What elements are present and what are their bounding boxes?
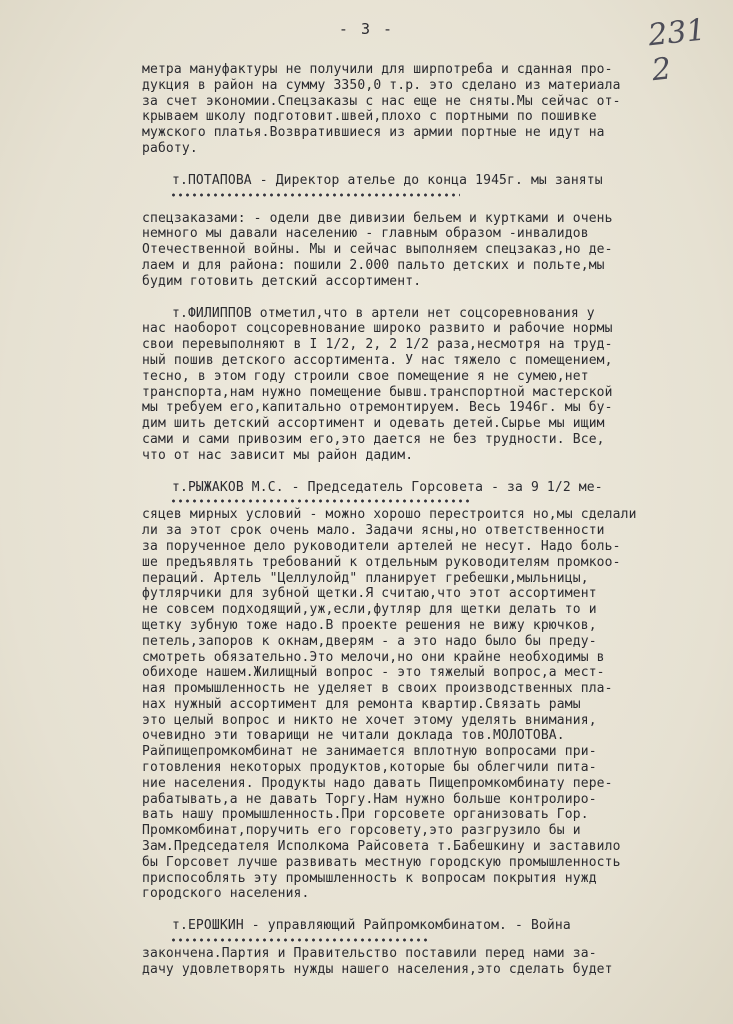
speaker-heading: т.РЫЖАКОВ М.С. - Председатель Горсовета - за 9 1/2 ме- (172, 479, 603, 495)
text-line: метра мануфактуры не получили для ширпотреба и сданная про- (142, 62, 613, 77)
text-line: ная промышленность не уделяет в своих производственных пла- (142, 681, 613, 697)
text-line: очевидно эти товарищи не читали доклада тов.МОЛОТОВА. (142, 728, 565, 744)
text-line: это целый вопрос и никто не хочет этому уделять внимания, (142, 712, 597, 728)
text-line: рабатывать,а не давать Торгу.Нам нужно больше контролиро- (142, 791, 597, 807)
text-line: вать нашу промышленность.При горсовете организовать Гор. (142, 807, 589, 823)
text-line: что от нас зависит мы район дадим. (142, 447, 414, 463)
text-line: Отечественной войны. Мы и сейчас выполняем спецзаказ,но де- (142, 242, 613, 258)
speaker-heading: т.ПОТАПОВА - Директор ателье до конца 1945г. мы заняты (172, 172, 603, 188)
paragraph-potapova (142, 173, 712, 290)
text-line: ный пошив детского ассортимента. У нас тяжело с помещением, (142, 352, 613, 368)
text-line: обиходе нашем.Жилищный вопрос - это тяжелый вопрос,а мест- (142, 665, 605, 681)
text-line: мы требуем его,капитально отремонтируем. Весь 1946г. мы бу- (142, 400, 613, 416)
text-line: петель,запоров к окнам,дверям - а это надо было бы преду- (142, 633, 597, 649)
text-line: ше предъявлять требований к отдельным руководителям промкоо- (142, 554, 621, 570)
text-line: лаем и для района: пошили 2.000 пальто детских и польте,мы (142, 257, 605, 273)
handwritten-archive-number: 231 2 (646, 12, 708, 89)
text-line: спецзаказами: - одели две дивизии бельем и куртками и очень (142, 210, 613, 226)
text-line: пераций. Артель "Целлулойд" планирует гребешки,мыльницы, (142, 570, 589, 586)
paragraph-eroshkin (142, 918, 712, 977)
text-line: ние населения. Продукты надо давать Пищепромкомбинату пере- (142, 775, 613, 791)
text-line: закончена.Партия и Правительство поставили перед нами за- (142, 946, 597, 962)
text-line: нас наоборот соцсоревнование широко развито и рабочие нормы (142, 321, 613, 337)
text-line: щетку зубную тоже надо.В проекте решения не вижу крючков, (142, 617, 597, 633)
text-line: футлярчики для зубной щетки.Я считаю,что этот ассортимент (142, 586, 597, 602)
speaker-heading: т.ЕРОШКИН - управляющий Райпромкомбинатом. - Война (172, 918, 571, 934)
text-line: за счет экономии.Спецзаказы с нас еще не сняты.Мы сейчас от- (142, 93, 621, 109)
text-line: немного мы давали населению - главным образом -инвалидов (142, 226, 589, 242)
page-number: - 3 - (338, 20, 395, 38)
text-line: Райпищепромкомбинат не занимается вплотную вопросами при- (142, 744, 597, 760)
text-line: Зам.Председателя Исполкома Райсовета т.Бабешкину и заставило (142, 839, 621, 855)
text-line: тесно, в этом году строили свое помещение я не сумею,нет (142, 368, 589, 384)
text-line: приспособлять эту промышленность к вопросам покрытия нужд (142, 870, 597, 886)
text-line: за порученное дело руководители артелей не несут. Надо боль- (142, 538, 621, 554)
text-line: т.ФИЛИППОВ отметил,что в артели нет соцсоревнования у (172, 305, 595, 321)
text-line: транспорта,нам нужно помещение бывш.транспортной мастерской (142, 384, 613, 400)
text-line: мужского платья.Возвратившиеся из армии портные не идут на (142, 125, 605, 141)
text-line: ли за этот срок очень мало. Задачи ясны,но ответственности (142, 523, 605, 539)
text-line: бы Горсовет лучше развивать местную городскую промышленность (142, 854, 621, 870)
text-line: крываем школу подготовит.швей,плохо с портными по пошивке (142, 109, 597, 125)
text-line: сяцев мирных условий - можно хорошо перестроится но,мы сделали (142, 507, 637, 523)
document-body (142, 62, 712, 978)
dotted-underline (170, 191, 460, 201)
text-line: не совсем подходящий,уж,если,футляр для щетки делать то и (142, 602, 597, 618)
text-line: дим шить детский ассортимент и одевать детей.Сырье мы ищим (142, 416, 605, 432)
text-line: дачу удовлетворять нужды нашего населения,это сделать будет (142, 961, 613, 977)
paragraph-intro (142, 62, 712, 157)
text-line: работу. (142, 140, 198, 156)
text-line: городского населения. (142, 886, 310, 902)
text-line: нах нужный ассортимент для ремонта квартир.Связать рамы (142, 696, 581, 712)
text-line: сами и сами привозим его,это дается не без трудности. Все, (142, 431, 605, 447)
paragraph-ryzhakov (142, 480, 712, 903)
text-line: готовления некоторых продуктов,которые бы облегчили пита- (142, 760, 597, 776)
text-line: смотреть обязательно.Это мелочи,но они крайне необходимы в (142, 649, 605, 665)
text-line: дукция в район на сумму 3350,0 т.р. это сделано из материала (142, 77, 621, 93)
text-line: свои перевыполняют в I 1/2, 2, 2 1/2 раза,несмотря на труд- (142, 337, 613, 353)
text-line: Промкомбинат,поручить его горсовету,это разгрузило бы и (142, 823, 581, 839)
text-line: будим готовить детский ассортимент. (142, 273, 422, 289)
dotted-underline (170, 497, 470, 507)
paragraph-filippov (142, 306, 712, 464)
dotted-underline (170, 936, 430, 946)
